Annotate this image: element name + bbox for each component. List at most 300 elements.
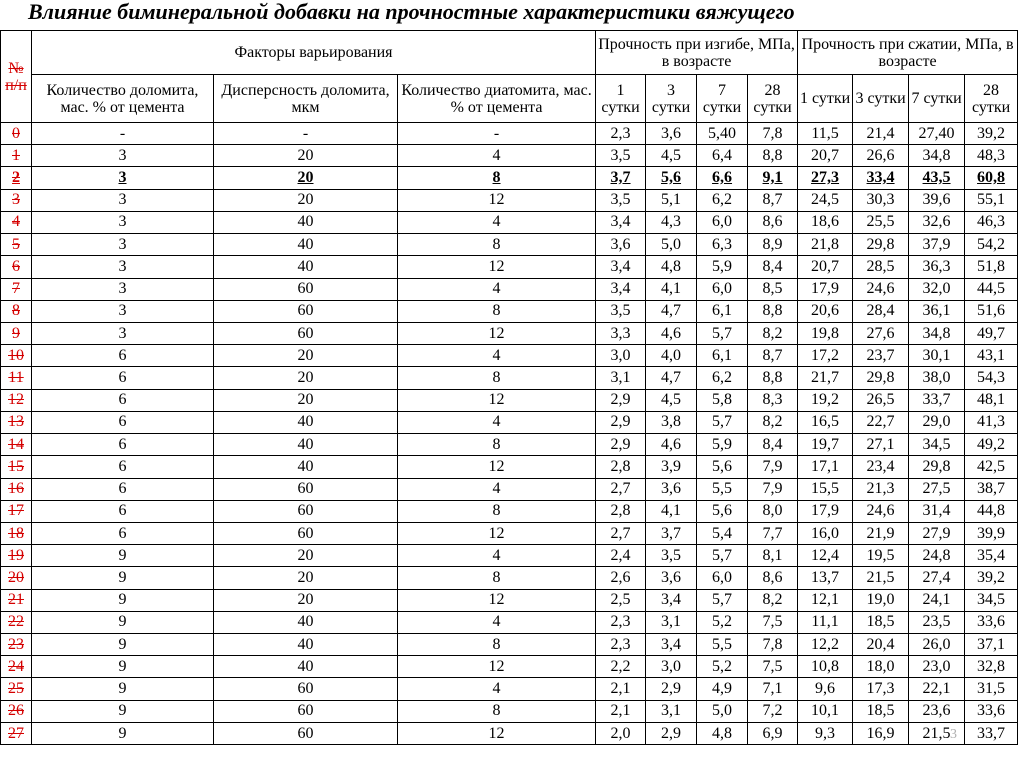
row-number: 20 [1, 567, 32, 589]
table-cell: 2,8 [596, 500, 646, 522]
table-row [1, 678, 1018, 700]
row-number: 3 [1, 189, 32, 211]
table-cell: 4 [398, 611, 596, 633]
table-cell: 20 [214, 389, 398, 411]
row-number: 27 [1, 722, 32, 744]
table-cell: 3,7 [596, 167, 646, 189]
table-cell: 33,6 [965, 700, 1018, 722]
table-cell: 40 [214, 634, 398, 656]
table-row [1, 345, 1018, 367]
table-cell: 2,9 [596, 389, 646, 411]
table-cell: 41,3 [965, 411, 1018, 433]
table-cell: 40 [214, 256, 398, 278]
table-cell: 5,0 [646, 234, 697, 256]
table-cell: 20,6 [798, 300, 853, 322]
table-cell: 30,3 [853, 189, 909, 211]
table-cell: 9 [32, 545, 214, 567]
table-cell: 31,5 [965, 678, 1018, 700]
table-cell: 4 [398, 278, 596, 300]
row-number: 19 [1, 545, 32, 567]
table-cell: 3,4 [646, 634, 697, 656]
table-cell: 10,8 [798, 656, 853, 678]
table-cell: 2,0 [596, 722, 646, 744]
table-cell: 4,7 [646, 367, 697, 389]
table-cell: 8 [398, 167, 596, 189]
table-cell: 21,3 [853, 478, 909, 500]
table-cell: 20 [214, 567, 398, 589]
table-cell: 40 [214, 411, 398, 433]
table-cell: 35,4 [965, 545, 1018, 567]
table-cell: 3,6 [646, 123, 697, 145]
table-cell: 2,2 [596, 656, 646, 678]
table-cell: 40 [214, 656, 398, 678]
table-cell: 20 [214, 345, 398, 367]
table-cell: 5,5 [697, 478, 748, 500]
table-cell: 40 [214, 211, 398, 233]
table-cell: 3,5 [596, 300, 646, 322]
table-cell: 4,1 [646, 500, 697, 522]
table-cell: - [398, 123, 596, 145]
table-cell: 9,6 [798, 678, 853, 700]
table-row [1, 522, 1018, 544]
table-cell: 18,5 [853, 611, 909, 633]
table-cell: 48,3 [965, 145, 1018, 167]
table-cell: 18,0 [853, 656, 909, 678]
table-cell: 7,8 [748, 634, 798, 656]
table-cell: - [214, 123, 398, 145]
table-cell: 60 [214, 278, 398, 300]
table-cell: 29,8 [853, 367, 909, 389]
table-cell: 12,1 [798, 589, 853, 611]
table-cell: 13,7 [798, 567, 853, 589]
table-cell: 3,4 [596, 211, 646, 233]
table-cell: 6 [32, 345, 214, 367]
table-cell: 12 [398, 522, 596, 544]
table-cell: - [32, 123, 214, 145]
table-cell: 60 [214, 478, 398, 500]
table-cell: 27,5 [909, 478, 965, 500]
table-cell: 9 [32, 678, 214, 700]
table-cell: 3 [32, 300, 214, 322]
table-cell: 9,3 [798, 722, 853, 744]
table-row [1, 611, 1018, 633]
table-cell: 4 [398, 345, 596, 367]
table-cell: 24,5 [798, 189, 853, 211]
table-cell: 7,1 [748, 678, 798, 700]
header-diatomite-amount: Количество диатомита, мас. % от цемента [398, 75, 596, 123]
table-cell: 29,8 [853, 234, 909, 256]
table-cell: 10,1 [798, 700, 853, 722]
page-number: 3 [950, 727, 957, 742]
table-cell: 8,7 [748, 189, 798, 211]
table-cell: 21,5 [909, 722, 965, 744]
table-cell: 12 [398, 189, 596, 211]
table-cell: 2,3 [596, 611, 646, 633]
table-cell: 8,2 [748, 589, 798, 611]
table-cell: 2,1 [596, 678, 646, 700]
row-number: 0 [1, 123, 32, 145]
table-cell: 39,2 [965, 567, 1018, 589]
table-cell: 2,7 [596, 478, 646, 500]
table-row [1, 434, 1018, 456]
table-cell: 20,7 [798, 256, 853, 278]
table-cell: 60 [214, 300, 398, 322]
table-row [1, 567, 1018, 589]
table-cell: 9 [32, 656, 214, 678]
table-cell: 9,1 [748, 167, 798, 189]
table-cell: 44,8 [965, 500, 1018, 522]
table-cell: 2,9 [646, 722, 697, 744]
table-cell: 27,4 [909, 567, 965, 589]
header-factors-group: Факторы варьирования [32, 31, 596, 75]
table-row [1, 211, 1018, 233]
table-cell: 8,4 [748, 434, 798, 456]
table-cell: 3,5 [596, 189, 646, 211]
table-cell: 12 [398, 256, 596, 278]
table-cell: 20 [214, 367, 398, 389]
table-row [1, 545, 1018, 567]
table-cell: 3,0 [596, 345, 646, 367]
table-row [1, 234, 1018, 256]
table-cell: 8 [398, 700, 596, 722]
table-cell: 5,1 [646, 189, 697, 211]
row-number: 5 [1, 234, 32, 256]
table-cell: 12 [398, 589, 596, 611]
table-cell: 32,0 [909, 278, 965, 300]
table-cell: 40 [214, 434, 398, 456]
table-cell: 23,5 [909, 611, 965, 633]
table-cell: 3,1 [646, 700, 697, 722]
table-cell: 27,9 [909, 522, 965, 544]
table-row [1, 300, 1018, 322]
table-cell: 6 [32, 456, 214, 478]
header-age: 1 сутки [596, 75, 646, 123]
table-cell: 24,6 [853, 278, 909, 300]
table-cell: 33,7 [965, 722, 1018, 744]
table-cell: 6,2 [697, 189, 748, 211]
table-cell: 3,4 [646, 589, 697, 611]
table-cell: 12 [398, 389, 596, 411]
table-cell: 6,4 [697, 145, 748, 167]
table-row [1, 411, 1018, 433]
table-cell: 5,7 [697, 589, 748, 611]
table-cell: 23,6 [909, 700, 965, 722]
table-cell: 2,1 [596, 700, 646, 722]
table-cell: 38,0 [909, 367, 965, 389]
table-cell: 5,40 [697, 123, 748, 145]
table-cell: 3,1 [596, 367, 646, 389]
table-cell: 2,4 [596, 545, 646, 567]
table-row [1, 722, 1018, 744]
table-cell: 5,6 [697, 500, 748, 522]
table-cell: 2,3 [596, 123, 646, 145]
row-number: 24 [1, 656, 32, 678]
table-cell: 5,5 [697, 634, 748, 656]
table-cell: 7,9 [748, 478, 798, 500]
table-cell: 20,7 [798, 145, 853, 167]
table-cell: 33,7 [909, 389, 965, 411]
table-cell: 8 [398, 567, 596, 589]
table-row [1, 123, 1018, 145]
table-cell: 6 [32, 522, 214, 544]
table-cell: 19,8 [798, 322, 853, 344]
table-cell: 32,6 [909, 211, 965, 233]
table-cell: 17,9 [798, 278, 853, 300]
table-cell: 5,7 [697, 322, 748, 344]
table-cell: 8,7 [748, 345, 798, 367]
table-cell: 21,7 [798, 367, 853, 389]
table-cell: 32,8 [965, 656, 1018, 678]
table-cell: 22,1 [909, 678, 965, 700]
row-number: 22 [1, 611, 32, 633]
table-cell: 29,8 [909, 456, 965, 478]
table-cell: 27,40 [909, 123, 965, 145]
table-cell: 5,6 [697, 456, 748, 478]
table-cell: 20 [214, 167, 398, 189]
table-cell: 9 [32, 700, 214, 722]
table-cell: 5,8 [697, 389, 748, 411]
table-cell: 39,2 [965, 123, 1018, 145]
table-cell: 19,7 [798, 434, 853, 456]
table-body [1, 123, 1018, 745]
table-cell: 8,9 [748, 234, 798, 256]
table-cell: 4 [398, 545, 596, 567]
table-cell: 60,8 [965, 167, 1018, 189]
table-row [1, 322, 1018, 344]
table-cell: 33,4 [853, 167, 909, 189]
table-cell: 20 [214, 589, 398, 611]
table-cell: 24,8 [909, 545, 965, 567]
table-cell: 6,0 [697, 567, 748, 589]
table-cell: 9 [32, 722, 214, 744]
table-cell: 3,5 [596, 145, 646, 167]
header-compressive-strength: Прочность при сжатии, МПа, в возрасте [798, 31, 1018, 75]
table-cell: 17,1 [798, 456, 853, 478]
header-age: 28 сутки [965, 75, 1018, 123]
table-cell: 25,5 [853, 211, 909, 233]
table-cell: 36,3 [909, 256, 965, 278]
table-cell: 4,8 [697, 722, 748, 744]
table-cell: 5,2 [697, 611, 748, 633]
table-cell: 27,1 [853, 434, 909, 456]
table-cell: 39,9 [965, 522, 1018, 544]
table-cell: 12 [398, 456, 596, 478]
table-cell: 4,9 [697, 678, 748, 700]
table-row [1, 478, 1018, 500]
table-cell: 16,9 [853, 722, 909, 744]
table-cell: 4,5 [646, 145, 697, 167]
row-number: 16 [1, 478, 32, 500]
table-cell: 54,3 [965, 367, 1018, 389]
table-cell: 7,9 [748, 456, 798, 478]
row-number: 14 [1, 434, 32, 456]
table-cell: 6 [32, 434, 214, 456]
table-cell: 6,0 [697, 278, 748, 300]
table-cell: 5,7 [697, 411, 748, 433]
table-cell: 17,2 [798, 345, 853, 367]
table-cell: 6 [32, 500, 214, 522]
table-cell: 34,8 [909, 322, 965, 344]
table-cell: 20 [214, 145, 398, 167]
table-cell: 2,9 [646, 678, 697, 700]
table-row [1, 256, 1018, 278]
table-cell: 12,2 [798, 634, 853, 656]
row-number: 17 [1, 500, 32, 522]
table-cell: 37,1 [965, 634, 1018, 656]
table-cell: 27,3 [798, 167, 853, 189]
table-cell: 3,4 [596, 256, 646, 278]
table-cell: 3,6 [646, 567, 697, 589]
table-row [1, 456, 1018, 478]
table-cell: 8,8 [748, 367, 798, 389]
table-cell: 4 [398, 145, 596, 167]
table-cell: 19,0 [853, 589, 909, 611]
table-cell: 6 [32, 411, 214, 433]
table-cell: 3,1 [646, 611, 697, 633]
table-cell: 60 [214, 722, 398, 744]
table-cell: 36,1 [909, 300, 965, 322]
table-cell: 19,5 [853, 545, 909, 567]
table-cell: 40 [214, 234, 398, 256]
table-row [1, 189, 1018, 211]
table-cell: 3 [32, 189, 214, 211]
table-row [1, 367, 1018, 389]
table-row [1, 278, 1018, 300]
table-row [1, 389, 1018, 411]
table-cell: 3 [32, 145, 214, 167]
table-cell: 21,5 [853, 567, 909, 589]
table-cell: 38,7 [965, 478, 1018, 500]
table-cell: 4,0 [646, 345, 697, 367]
table-cell: 3 [32, 322, 214, 344]
table-cell: 33,6 [965, 611, 1018, 633]
table-cell: 2,6 [596, 567, 646, 589]
table-row [1, 634, 1018, 656]
strength-table [0, 30, 1018, 745]
table-cell: 6,1 [697, 345, 748, 367]
header-dolomite-dispersity: Дисперсность доломита, мкм [214, 75, 398, 123]
table-cell: 43,5 [909, 167, 965, 189]
table-cell: 3,4 [596, 278, 646, 300]
table-cell: 9 [32, 589, 214, 611]
table-cell: 34,5 [909, 434, 965, 456]
table-cell: 15,5 [798, 478, 853, 500]
table-cell: 17,9 [798, 500, 853, 522]
table-cell: 18,5 [853, 700, 909, 722]
table-cell: 6,9 [748, 722, 798, 744]
header-age: 7 сутки [909, 75, 965, 123]
table-row [1, 589, 1018, 611]
table-cell: 6,6 [697, 167, 748, 189]
table-cell: 3 [32, 211, 214, 233]
table-cell: 7,5 [748, 656, 798, 678]
table-cell: 43,1 [965, 345, 1018, 367]
table-cell: 3,6 [646, 478, 697, 500]
table-cell: 6 [32, 367, 214, 389]
table-cell: 26,0 [909, 634, 965, 656]
table-cell: 12 [398, 722, 596, 744]
table-cell: 34,5 [965, 589, 1018, 611]
table-cell: 3 [32, 167, 214, 189]
table-cell: 9 [32, 567, 214, 589]
table-cell: 8 [398, 300, 596, 322]
table-cell: 40 [214, 456, 398, 478]
header-age: 28 сутки [748, 75, 798, 123]
table-cell: 6 [32, 389, 214, 411]
row-number: 10 [1, 345, 32, 367]
table-cell: 6 [32, 478, 214, 500]
table-cell: 8,4 [748, 256, 798, 278]
row-number: 8 [1, 300, 32, 322]
table-cell: 5,4 [697, 522, 748, 544]
row-number: 13 [1, 411, 32, 433]
table-cell: 21,9 [853, 522, 909, 544]
table-cell: 6,2 [697, 367, 748, 389]
table-cell: 5,7 [697, 545, 748, 567]
table-cell: 49,2 [965, 434, 1018, 456]
table-cell: 48,1 [965, 389, 1018, 411]
header-age: 3 сутки [853, 75, 909, 123]
table-cell: 22,7 [853, 411, 909, 433]
table-cell: 8 [398, 634, 596, 656]
table-cell: 8,6 [748, 567, 798, 589]
row-number: 18 [1, 522, 32, 544]
table-cell: 4,6 [646, 322, 697, 344]
table-cell: 17,3 [853, 678, 909, 700]
table-cell: 31,4 [909, 500, 965, 522]
table-cell: 7,2 [748, 700, 798, 722]
header-row-number: № п/п [1, 31, 32, 123]
table-row [1, 500, 1018, 522]
table-cell: 3,7 [646, 522, 697, 544]
row-number: 26 [1, 700, 32, 722]
table-cell: 6,1 [697, 300, 748, 322]
table-cell: 44,5 [965, 278, 1018, 300]
slide-title: Влияние биминеральной добавки на прочностные характеристики вяжущего [28, 0, 795, 24]
table-cell: 12,4 [798, 545, 853, 567]
row-number: 9 [1, 322, 32, 344]
table-cell: 5,0 [697, 700, 748, 722]
table-cell: 49,7 [965, 322, 1018, 344]
table-row [1, 167, 1018, 189]
table-cell: 34,8 [909, 145, 965, 167]
table-cell: 8,2 [748, 411, 798, 433]
table-cell: 8,1 [748, 545, 798, 567]
table-cell: 6,0 [697, 211, 748, 233]
table-cell: 19,2 [798, 389, 853, 411]
table-cell: 8 [398, 500, 596, 522]
row-number: 7 [1, 278, 32, 300]
table-cell: 3,6 [596, 234, 646, 256]
table-cell: 40 [214, 611, 398, 633]
table-cell: 12 [398, 656, 596, 678]
table-cell: 12 [398, 322, 596, 344]
table-cell: 3,8 [646, 411, 697, 433]
table-cell: 8,0 [748, 500, 798, 522]
table-cell: 23,7 [853, 345, 909, 367]
table-cell: 8,3 [748, 389, 798, 411]
header-age: 3 сутки [646, 75, 697, 123]
table-cell: 24,6 [853, 500, 909, 522]
table-cell: 9 [32, 611, 214, 633]
table-cell: 4 [398, 211, 596, 233]
table-cell: 3,9 [646, 456, 697, 478]
table-cell: 20 [214, 189, 398, 211]
table-cell: 8,8 [748, 300, 798, 322]
table-cell: 3 [32, 278, 214, 300]
table-cell: 3,0 [646, 656, 697, 678]
table-cell: 60 [214, 522, 398, 544]
